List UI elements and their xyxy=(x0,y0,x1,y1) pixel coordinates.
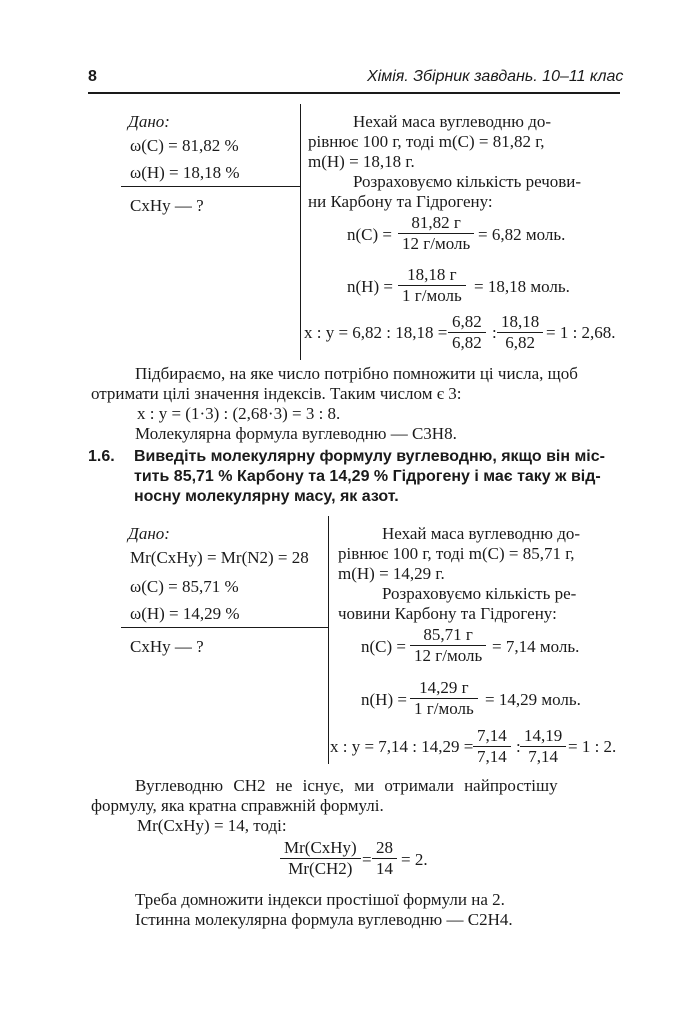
fraction-numerator: 18,18 г xyxy=(407,265,457,284)
fraction xyxy=(448,312,486,353)
equation-left: n(H) = xyxy=(361,690,407,709)
paragraph-line: Істинна молекулярна формула вуглеводню — C2H4. xyxy=(135,910,513,929)
fraction xyxy=(473,726,511,767)
fraction-numerator: 14,19 xyxy=(524,726,563,745)
page-number: 8 xyxy=(88,68,97,85)
given-title: Дано: xyxy=(128,112,170,131)
fraction xyxy=(410,678,478,719)
fraction xyxy=(520,726,566,767)
fraction-denominator: 7,14 xyxy=(520,746,566,767)
paragraph-line: формулу, яка кратна справжній формулі. xyxy=(91,796,384,815)
fraction-numerator: 85,71 г xyxy=(423,625,473,644)
fraction-denominator: Mr(CH2) xyxy=(280,858,361,879)
task-line: Виведіть молекулярну формулу вуглеводню, якщо він міс- xyxy=(134,448,605,465)
fraction xyxy=(497,312,543,353)
fraction xyxy=(372,838,397,879)
given-omega-h: ω(H) = 14,29 % xyxy=(130,604,240,623)
equation-left: n(H) = xyxy=(347,277,393,296)
find-formula: CxHy — ? xyxy=(130,196,204,215)
fraction-denominator: 1 г/моль xyxy=(398,285,466,306)
task-line: тить 85,71 % Карбону та 14,29 % Гідрогену і має таку ж від- xyxy=(134,468,601,485)
given-omega-h: ω(H) = 18,18 % xyxy=(130,163,240,182)
equation-right: = 2. xyxy=(401,850,428,869)
fraction-denominator: 12 г/моль xyxy=(410,645,486,666)
equals-sign: = xyxy=(362,850,372,869)
solution-line: човини Карбону та Гідрогену: xyxy=(338,604,557,623)
solution-line: ни Карбону та Гідрогену: xyxy=(308,192,493,211)
paragraph-line: Треба домножити індекси простішої формули на 2. xyxy=(135,890,505,909)
fraction-denominator: 14 xyxy=(372,858,397,879)
ratio-colon: : xyxy=(516,737,521,756)
fraction xyxy=(410,625,486,666)
equation-right: = 14,29 моль. xyxy=(485,690,581,709)
fraction xyxy=(398,213,474,254)
given-omega-c: ω(C) = 85,71 % xyxy=(130,577,239,596)
equation-left: n(C) = xyxy=(347,225,392,244)
solution-line: рівнює 100 г, тоді m(C) = 85,71 г, xyxy=(338,544,575,563)
paragraph-line: отримати цілі значення індексів. Таким числом є 3: xyxy=(91,384,462,403)
fraction-numerator: Mr(CxHy) xyxy=(284,838,357,857)
fraction-denominator: 6,82 xyxy=(497,332,543,353)
ratio-left: x : y = 6,82 : 18,18 = xyxy=(304,323,448,342)
equation-left: n(C) = xyxy=(361,637,406,656)
task-number: 1.6. xyxy=(88,448,115,465)
solution-line: Розраховуємо кількість речови- xyxy=(353,172,582,191)
equation-right: = 7,14 моль. xyxy=(492,637,580,656)
equation-right: = 18,18 моль. xyxy=(474,277,570,296)
fraction-denominator: 7,14 xyxy=(473,746,511,767)
given-divider xyxy=(121,186,301,187)
header-rule xyxy=(88,92,620,94)
solution-line: рівнює 100 г, тоді m(C) = 81,82 г, xyxy=(308,132,545,151)
find-formula: CxHy — ? xyxy=(130,637,204,656)
paragraph-line: Mr(CxHy) = 14, тоді: xyxy=(137,816,287,835)
given-title: Дано: xyxy=(128,524,170,543)
given-omega-c: ω(C) = 81,82 % xyxy=(130,136,239,155)
task-line: носну молекулярну масу, як азот. xyxy=(134,488,399,505)
ratio-colon: : xyxy=(492,323,497,342)
fraction-numerator: 14,29 г xyxy=(419,678,469,697)
ratio-left: x : y = 7,14 : 14,29 = xyxy=(330,737,474,756)
solution-line: Нехай маса вуглеводню до- xyxy=(382,524,581,543)
solution-line: Нехай маса вуглеводню до- xyxy=(353,112,552,131)
equation-right: = 6,82 моль. xyxy=(478,225,566,244)
fraction-denominator: 1 г/моль xyxy=(410,698,478,719)
paragraph-line: Молекулярна формула вуглеводню — C3H8. xyxy=(135,424,457,443)
fraction xyxy=(398,265,466,306)
paragraph-line: Підбираємо, на яке число потрібно помножити ці числа, щоб xyxy=(135,364,578,383)
given-separator xyxy=(328,516,329,764)
given-molar-mass: Mr(CxHy) = Mr(N2) = 28 xyxy=(130,548,309,567)
paragraph-line: Вуглеводню CH2 не існує, ми отримали найпростішу xyxy=(135,776,558,795)
ratio-right: = 1 : 2. xyxy=(568,737,617,756)
given-separator xyxy=(300,104,301,360)
solution-line: m(H) = 14,29 г. xyxy=(338,564,445,583)
fraction-denominator: 12 г/моль xyxy=(398,233,474,254)
solution-line: Розраховуємо кількість ре- xyxy=(382,584,577,603)
running-header-title: Хімія. Збірник завдань. 10–11 клас xyxy=(367,68,624,85)
fraction xyxy=(280,838,361,879)
fraction-denominator: 6,82 xyxy=(448,332,486,353)
paragraph-line: x : y = (1·3) : (2,68·3) = 3 : 8. xyxy=(137,404,341,423)
fraction-numerator: 18,18 xyxy=(501,312,540,331)
fraction-numerator: 81,82 г xyxy=(411,213,461,232)
solution-line: m(H) = 18,18 г. xyxy=(308,152,415,171)
fraction-numerator: 6,82 xyxy=(452,312,482,331)
given-divider xyxy=(121,627,329,628)
ratio-right: = 1 : 2,68. xyxy=(546,323,616,342)
fraction-numerator: 7,14 xyxy=(477,726,507,745)
fraction-numerator: 28 xyxy=(376,838,393,857)
